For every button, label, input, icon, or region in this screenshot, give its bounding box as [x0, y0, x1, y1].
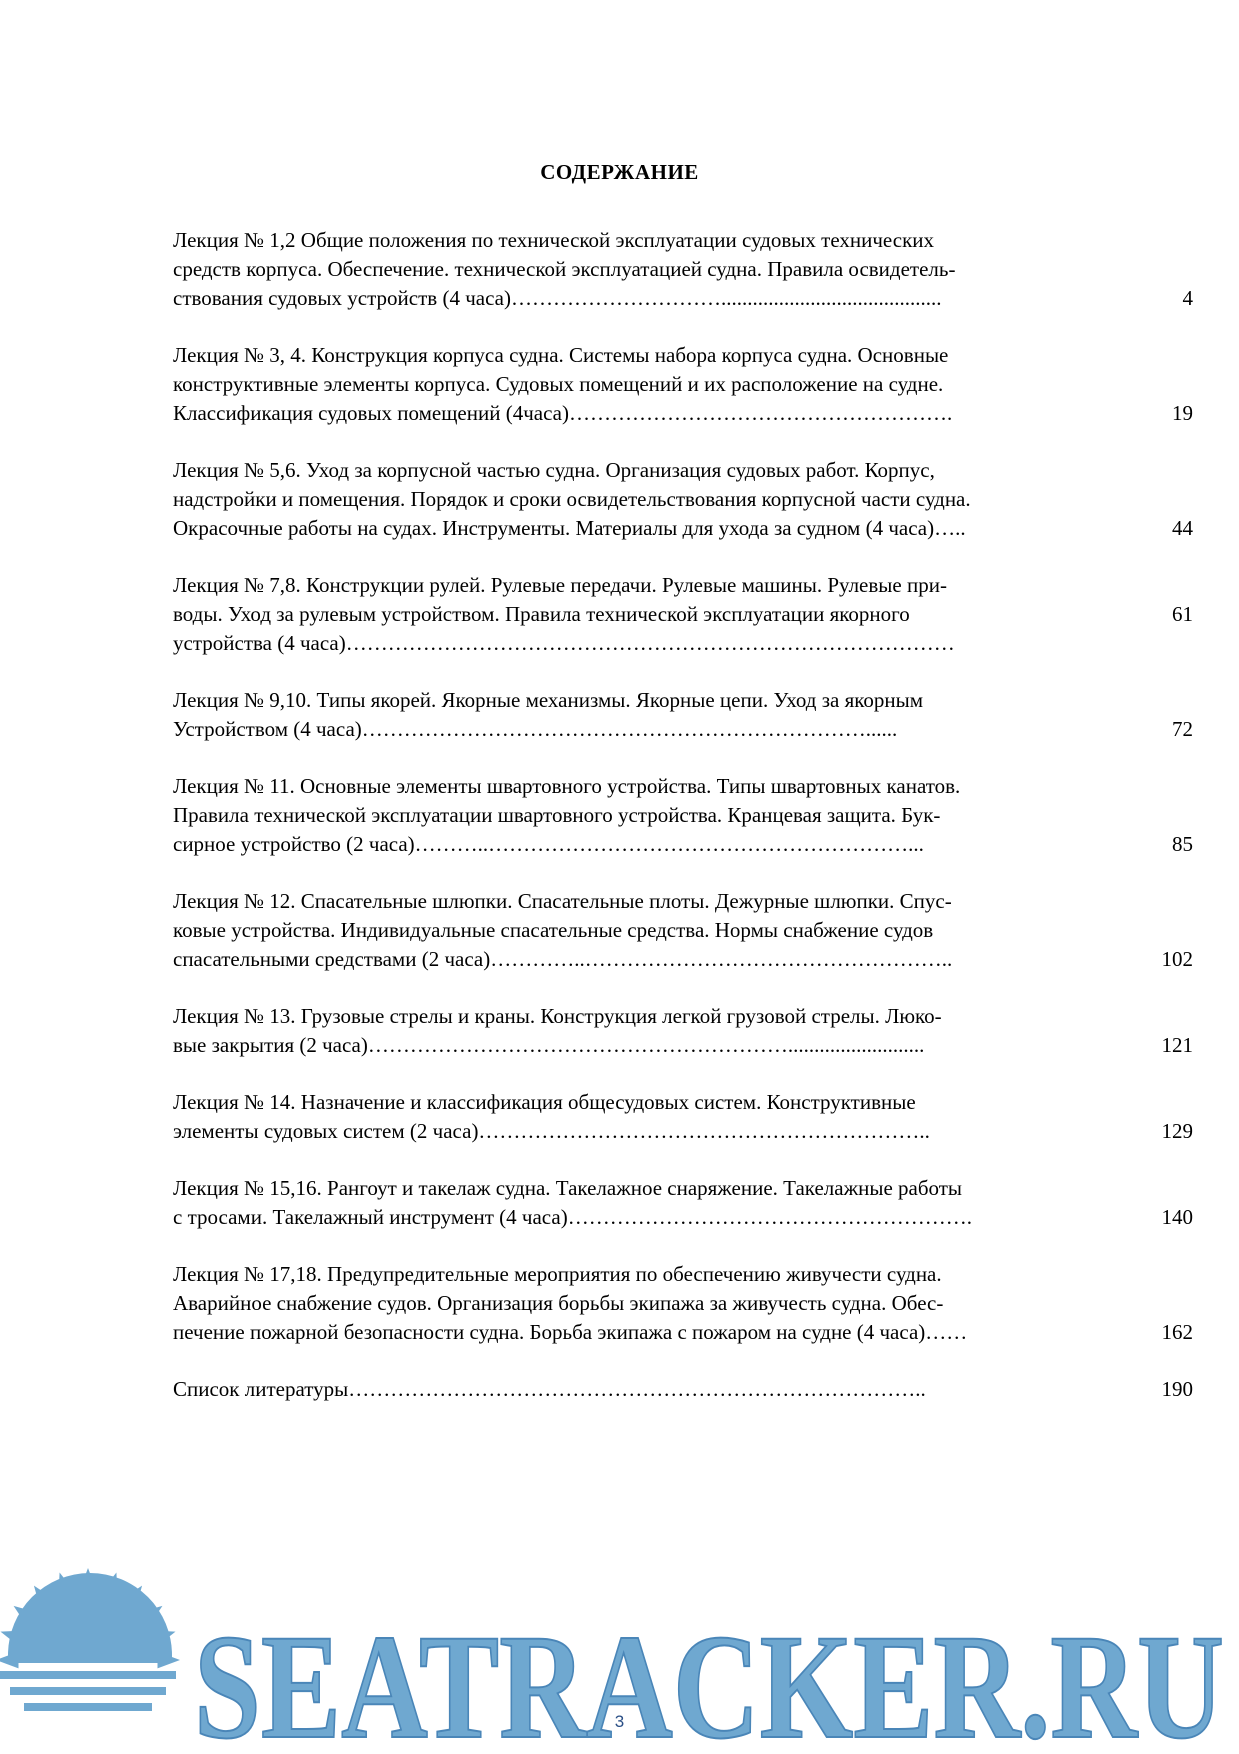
table-of-contents	[173, 226, 1193, 1432]
toc-entry-line: Правила технической эксплуатации швартовного устройства. Кранцевая защита. Бук-	[173, 803, 941, 827]
watermark-text: SEATRACKER.RU	[194, 1604, 1224, 1754]
toc-entry-line: Окрасочные работы на судах. Инструменты. Материалы для ухода за судном (4 часа)…..	[173, 516, 966, 540]
toc-entry-line: Лекция № 14. Назначение и классификация общесудовых систем. Конструктивные	[173, 1090, 916, 1114]
toc-entry-line: Лекция № 15,16. Рангоут и такелаж судна. Такелажное снаряжение. Такелажные работы	[173, 1176, 963, 1200]
toc-entry	[173, 456, 1193, 543]
toc-entry-line: Лекция № 9,10. Типы якорей. Якорные механизмы. Якорные цепи. Уход за якорным	[173, 688, 924, 712]
toc-entry-line: воды. Уход за рулевым устройством. Правила технической эксплуатации якорного	[173, 602, 910, 626]
toc-entry-line: Устройством (4 часа)………………………………………………………………......	[173, 717, 898, 741]
page-number: 3	[614, 1712, 625, 1731]
toc-entry-line: средств корпуса. Обеспечение. технической эксплуатацией судна. Правила освидетель-	[173, 257, 956, 281]
toc-entry	[173, 887, 1193, 974]
toc-entry	[173, 226, 1193, 313]
toc-entry-line: Аварийное снабжение судов. Организация борьбы экипажа за живучесть судна. Обес-	[173, 1291, 944, 1315]
toc-entry-line: ковые устройства. Индивидуальные спасательные средства. Нормы снабжение судов	[173, 918, 934, 942]
toc-entry-line: элементы судовых систем (2 часа)………………………………………………………..	[173, 1119, 930, 1143]
toc-entry-line: надстройки и помещения. Порядок и сроки освидетельствования корпусной части судна.	[173, 487, 971, 511]
toc-entry-line: Лекция № 17,18. Предупредительные мероприятия по обеспечению живучести судна.	[173, 1262, 942, 1286]
toc-page-number: 190	[1161, 1377, 1193, 1401]
toc-entry-line: ствования судовых устройств (4 часа)…………………………..........................................	[173, 286, 942, 310]
toc-page-number: 162	[1161, 1320, 1193, 1344]
toc-entry-line: Лекция № 11. Основные элементы швартовного устройства. Типы швартовных канатов.	[173, 774, 961, 798]
sun-icon	[0, 1568, 180, 1711]
page-title: СОДЕРЖАНИЕ	[540, 160, 699, 184]
toc-page-number: 140	[1161, 1205, 1193, 1229]
toc-entry	[173, 772, 1193, 859]
toc-page-number: 72	[1172, 717, 1193, 741]
toc-entry	[173, 341, 1193, 428]
toc-entry-line: конструктивные элементы корпуса. Судовых помещений и их расположение на судне.	[173, 372, 944, 396]
toc-entry-line: вые закрытия (2 часа)……………………………………………………..........................	[173, 1033, 925, 1057]
toc-entry	[173, 571, 1193, 658]
toc-entry-line: устройства (4 часа)……………………………………………………………………………	[173, 631, 955, 655]
toc-page-number: 4	[1182, 286, 1193, 310]
toc-page-number: 121	[1161, 1033, 1193, 1057]
toc-entry-line: с тросами. Такелажный инструмент (4 часа)………………………………………………….	[173, 1205, 972, 1229]
toc-page-number: 61	[1172, 602, 1193, 626]
toc-entry-line: Лекция № 5,6. Уход за корпусной частью судна. Организация судовых работ. Корпус,	[173, 458, 935, 482]
toc-entry	[173, 1375, 1193, 1404]
toc-page-number: 44	[1172, 516, 1193, 540]
toc-entry	[173, 686, 1193, 744]
toc-entry	[173, 1174, 1193, 1232]
toc-entry-line: сирное устройство (2 часа)………..……………………………………………………...	[173, 832, 924, 856]
toc-entry	[173, 1088, 1193, 1146]
toc-entry-line: Классификация судовых помещений (4часа)……………………………………………….	[173, 401, 953, 425]
toc-entry-line: спасательными средствами (2 часа)…………..……………………………………………..	[173, 947, 953, 971]
toc-entry-line: Лекция № 7,8. Конструкции рулей. Рулевые передачи. Рулевые машины. Рулевые при-	[173, 573, 947, 597]
toc-entry	[173, 1002, 1193, 1060]
toc-entry-line: Список литературы………………………………………………………………………..	[173, 1377, 926, 1401]
toc-entry-line: Лекция № 1,2 Общие положения по технической эксплуатации судовых технических	[173, 228, 935, 252]
toc-entry-line: печение пожарной безопасности судна. Борьба экипажа с пожаром на судне (4 часа)……	[173, 1320, 968, 1344]
toc-page-number: 19	[1172, 401, 1193, 425]
toc-entry-line: Лекция № 3, 4. Конструкция корпуса судна. Системы набора корпуса судна. Основные	[173, 343, 949, 367]
toc-entry	[173, 1260, 1193, 1347]
toc-page-number: 102	[1161, 947, 1193, 971]
toc-page-number: 129	[1161, 1119, 1193, 1143]
toc-entry-line: Лекция № 12. Спасательные шлюпки. Спасательные плоты. Дежурные шлюпки. Спус-	[173, 889, 952, 913]
toc-entry-line: Лекция № 13. Грузовые стрелы и краны. Конструкция легкой грузовой стрелы. Люко-	[173, 1004, 942, 1028]
toc-page-number: 85	[1172, 832, 1193, 856]
